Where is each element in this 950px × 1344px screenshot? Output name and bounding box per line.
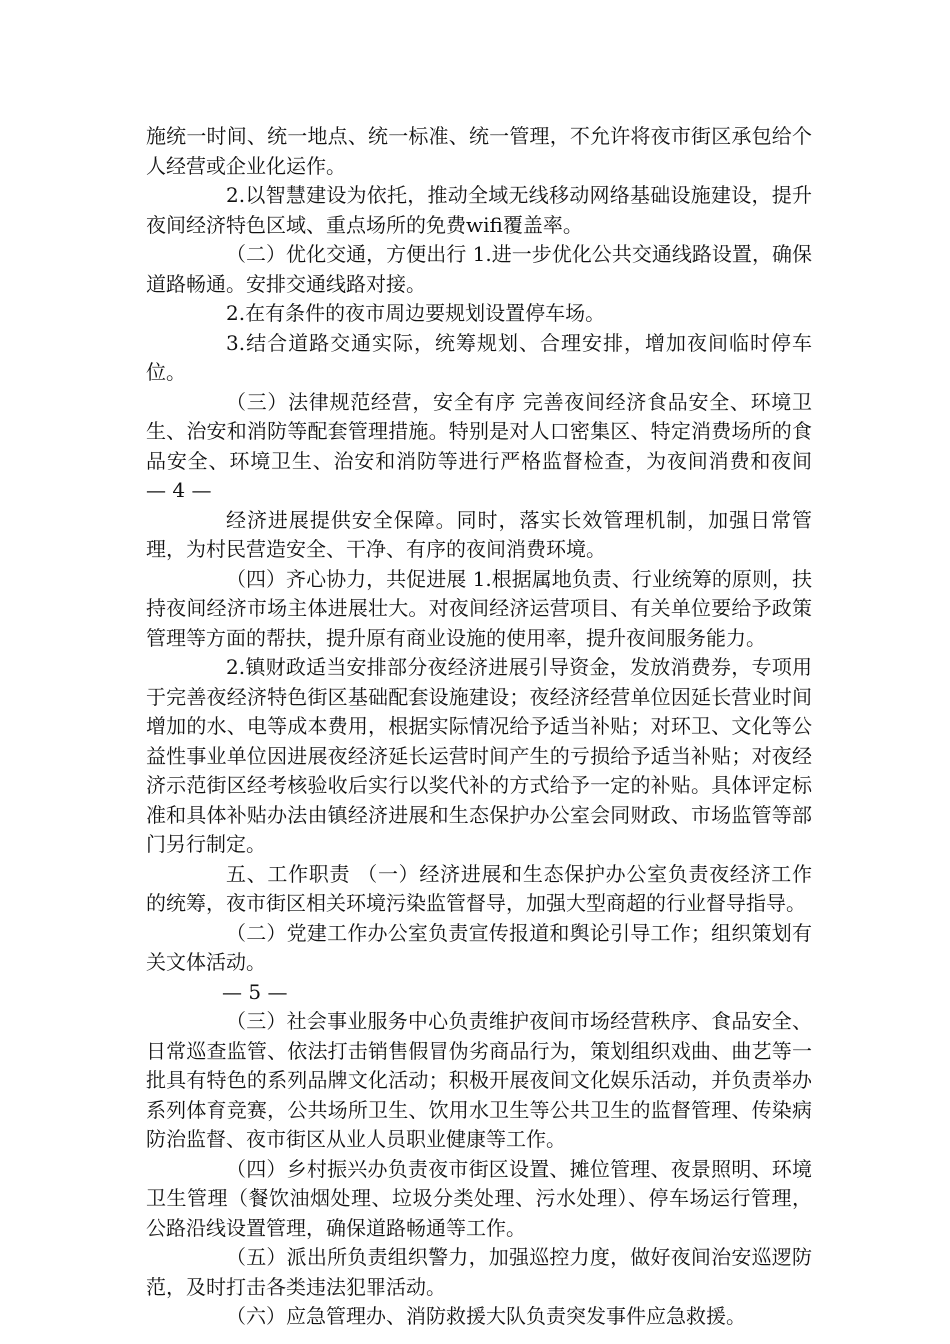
page-number: — 5 — xyxy=(222,979,288,1004)
paragraph-temporary-parking: 3.结合道路交通实际，统筹规划、合理安排，增加夜间临时停车位。 xyxy=(146,330,812,384)
paragraph-parking-lots: 2.在有条件的夜市周边要规划设置停车场。 xyxy=(226,301,606,325)
paragraph-legal-regulation: （三）法律规范经营，安全有序 完善夜间经济食品安全、环境卫生、治安和消防等配套管理措施。特别是对人口密集区、特定消费场所的食品安全、环境卫生、治安和消防等进行严格监督检查，为夜间消费和夜间 — 4 — xyxy=(146,389,812,502)
paragraph-financial-support: 2.镇财政适当安排部分夜经济进展引导资金，发放消费券，专项用于完善夜经济特色街区基础配套设施建设；夜经济经营单位因延长营业时间增加的水、电等成本费用，根据实际情况给予适当补贴；对环卫、文化等公益性事业单位因进展夜经济延长运营时间产生的亏损给予适当补贴；对夜经济示范街区经考核验收后实行以奖代补的方式给予一定的补贴。具体评定标准和具体补贴办法由镇经济进展和生态保护办公室会同财政、市场监管等部门另行制定。 xyxy=(146,655,812,856)
paragraph-emergency-management: （六）应急管理办、消防救援大队负责突发事件应急救援。 xyxy=(226,1304,746,1328)
paragraph-rural-revitalization: （四）乡村振兴办负责夜市街区设置、摊位管理、夜景照明、环境卫生管理（餐饮油烟处理、垃圾分类处理、污水处理）、停车场运行管理，公路沿线设置管理，确保道路畅通等工作。 xyxy=(146,1156,812,1240)
paragraph-work-duties: 五、工作职责 （一）经济进展和生态保护办公室负责夜经济工作的统筹，夜市街区相关环境污染监管督导，加强大型商超的行业督导指导。 xyxy=(146,861,812,915)
paragraph-continuation-1: 施统一时间、统一地点、统一标准、统一管理，不允许将夜市街区承包给个人经营或企业化运作。 xyxy=(146,124,812,178)
paragraph-party-building-office: （二）党建工作办公室负责宣传报道和舆论引导工作；组织策划有关文体活动。 xyxy=(146,920,812,974)
paragraph-police-station: （五）派出所负责组织警力，加强巡控力度，做好夜间治安巡逻防范，及时打击各类违法犯罪活动。 xyxy=(146,1245,812,1299)
paragraph-traffic-optimization: （二）优化交通，方便出行 1.进一步优化公共交通线路设置，确保道路畅通。安排交通线路对接。 xyxy=(146,242,812,296)
paragraph-joint-effort: （四）齐心协力，共促进展 1.根据属地负责、行业统筹的原则，扶持夜间经济市场主体进展壮大。对夜间经济运营项目、有关单位要给予政策管理等方面的帮扶，提升原有商业设施的使用率，提升夜间服务能力。 xyxy=(146,566,812,650)
document-body xyxy=(146,122,812,1332)
paragraph-social-services: （三）社会事业服务中心负责维护夜间市场经营秩序、食品安全、日常巡查监管、依法打击销售假冒伪劣商品行为，策划组织戏曲、曲艺等一批具有特色的系列品牌文化活动；积极开展夜间文化娱乐活动，并负责举办系列体育竞赛，公共场所卫生、饮用水卫生等公共卫生的监督管理、传染病防治监督、夜市街区从业人员职业健康等工作。 xyxy=(146,1009,812,1151)
paragraph-wifi-coverage: 2.以智慧建设为依托，推动全域无线移动网络基础设施建设，提升夜间经济特色区域、重点场所的免费wifi覆盖率。 xyxy=(146,183,812,237)
paragraph-safety-guarantee: 经济进展提供安全保障。同时，落实长效管理机制，加强日常管理，为村民营造安全、干净、有序的夜间消费环境。 xyxy=(146,507,812,561)
